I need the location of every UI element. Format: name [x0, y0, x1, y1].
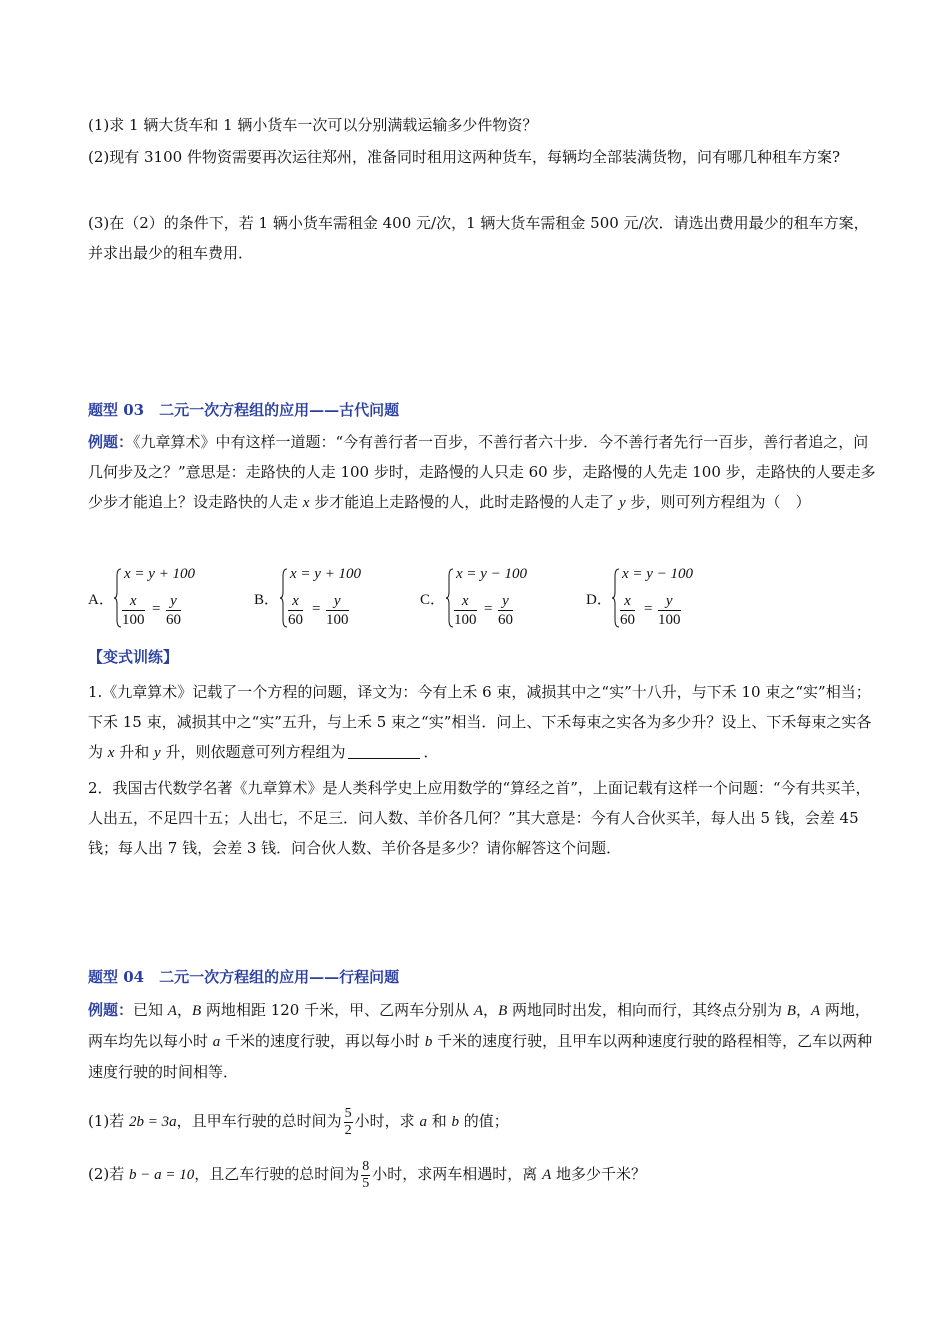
sub-question-2: (2)若 b − a = 10，且乙车行驶的总时间为 $\frac{8}{5}$ 小时，求两车相遇时，离 A 地多少千米？	[88, 1158, 647, 1191]
question-1: (1)求 1 辆大货车和 1 辆小货车一次可以分别满载运输多少件物资？	[88, 116, 538, 134]
example-label: 例题：	[88, 1001, 134, 1019]
brace-icon	[612, 568, 620, 628]
equation-system: x = y + 100 $\frac{x}{60}$ = $\frac{y}{100}$	[280, 566, 370, 630]
brace-icon	[446, 568, 454, 628]
sub-question-1: (1)若 2b = 3a，且甲车行驶的总时间为 $\frac{5}{2}$ 小时，求 a 和 b 的值；	[88, 1105, 509, 1138]
training-label: 【变式训练】	[88, 648, 179, 666]
example-03: 例题：《九章算术》中有这样一道题：“今有善行者一百步，不善行者六十步．今不善行者先行一百步，善行者追之，问几何步及之？”意思是：走路快的人走 100 步时，走路慢的人只走 60 步，走路慢的人先走 100 步，走路快的人要走多少步才能追上？设走路快的人走 x 步才能追上走路慢的人，此时走路慢的人走了 y 步，则可列方程组为（ ）	[88, 433, 876, 511]
equation-system: x = y + 100 $\frac{x}{100}$ = $\frac{y}{60}$	[114, 566, 204, 630]
question-3: (3)在（2）的条件下，若 1 辆小货车需租金 400 元/次，1 辆大货车需租金 500 元/次．请选出费用最少的租车方案，并求出最少的租车费用．	[88, 214, 869, 262]
example-label: 例题：	[88, 433, 134, 451]
training-2: 2．我国古代数学名著《九章算术》是人类科学史上应用数学的“算经之首”，上面记载有这样一个问题：“今有共买羊，人出五，不足四十五；人出七，不足三．问人数、羊价各几何？”其大意是：今有人合伙买羊，每人出 5 钱，会差 45 钱；每人出 7 钱，会差 3 钱．问合伙人数、羊价各是多少？请你解答这个问题．	[88, 779, 871, 857]
equation-system: x = y − 100 $\frac{x}{100}$ = $\frac{y}{60}$	[446, 566, 536, 630]
section-heading-04: 题型 04 二元一次方程组的应用——行程问题	[88, 968, 400, 986]
example-04: 例题：已知 A，B 两地相距 120 千米，甲、乙两车分别从 A，B 两地同时出发，相向而行，其终点分别为 B，A 两地，两车均先以每小时 a 千米的速度行驶，再以每小时 b 千米的速度行驶，且甲车以两种速度行驶的路程相等，乙车以两种速度行驶的时间相等．	[88, 1001, 873, 1081]
variable-y: y	[619, 495, 626, 511]
brace-icon	[280, 568, 288, 628]
brace-icon	[114, 568, 122, 628]
training-1: 1.《九章算术》记载了一个方程的问题，译文为：今有上禾 6 束，减损其中之“实”十八升，与下禾 10 束之“实”相当；下禾 15 束，减损其中之“实”五升，与上禾 5 束之“实”相当．问上、下禾每束之实各为多少升？设上、下禾每束之实各为 x 升和 y 升，则依题意可列方程组为 ．	[88, 683, 872, 761]
question-2: (2)现有 3100 件物资需要再次运往郑州，准备同时租用这两种货车，每辆均全部装满货物，问有哪几种租车方案?	[88, 148, 841, 166]
variable-x: x	[302, 495, 310, 511]
section-heading-03: 题型 03 二元一次方程组的应用——古代问题	[88, 401, 400, 419]
equation-system: x = y − 100 $\frac{x}{60}$ = $\frac{y}{100}$	[612, 566, 702, 630]
answer-blank[interactable]	[348, 740, 420, 759]
